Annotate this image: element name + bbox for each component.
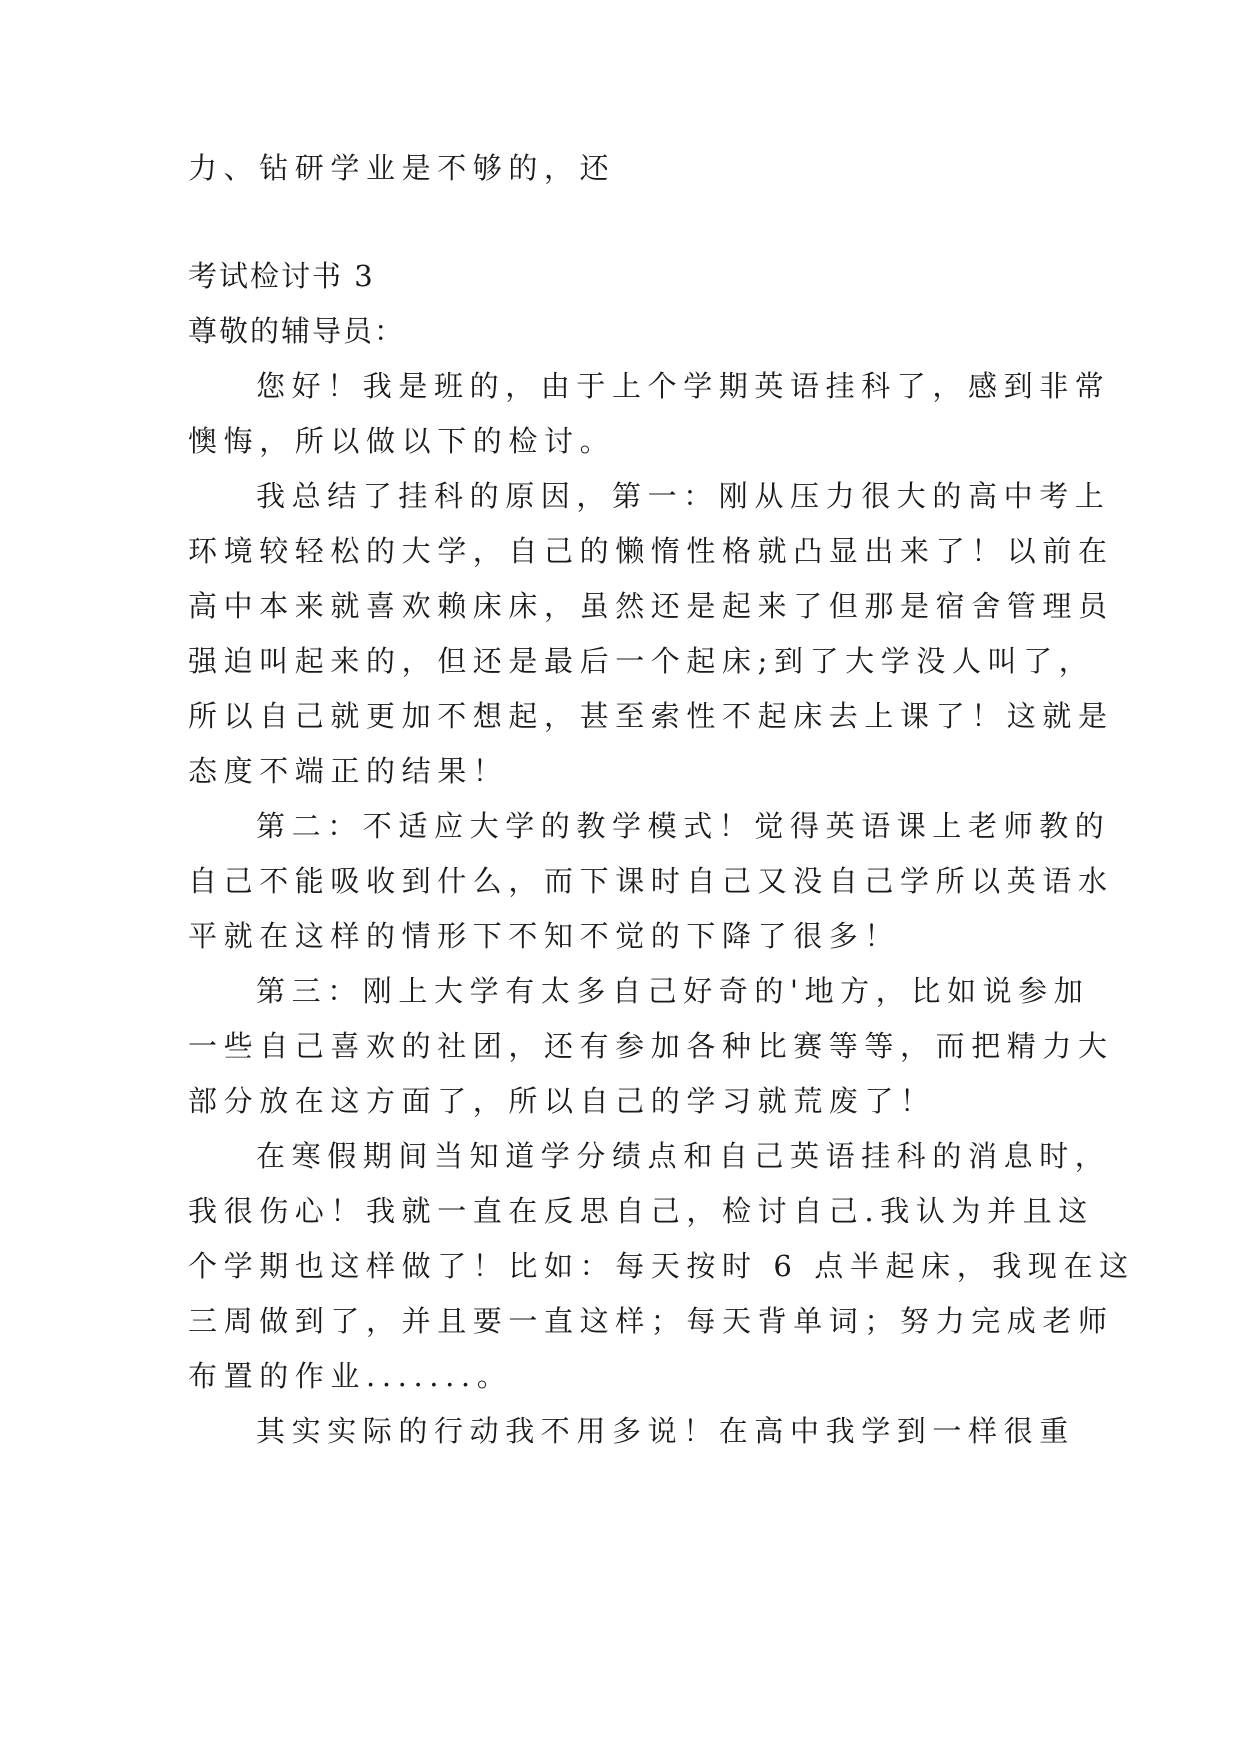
paragraph-line: 态度不端正的结果！ [188, 754, 509, 788]
paragraph-line: 所以自己就更加不想起，甚至索性不起床去上课了！这就是 [188, 699, 1114, 733]
paragraph-line: 第三：刚上大学有太多自己好奇的'地方，比如说参加 [256, 974, 1090, 1008]
paragraph-line: 在寒假期间当知道学分绩点和自己英语挂科的消息时， [256, 1139, 1111, 1173]
paragraph-line: 布置的作业.......。 [188, 1359, 513, 1393]
paragraph-line: 三周做到了，并且要一直这样；每天背单词；努力完成老师 [188, 1304, 1114, 1338]
paragraph-line: 您好！我是班的，由于上个学期英语挂科了，感到非常 [256, 369, 1111, 403]
paragraph-line: 平就在这样的情形下不知不觉的下降了很多！ [188, 919, 901, 953]
top-fragment-text: 力、钻研学业是不够的，还 [188, 151, 616, 185]
paragraph-line: 第二：不适应大学的教学模式！觉得英语课上老师教的 [256, 809, 1111, 843]
paragraph-line: 强迫叫起来的，但还是最后一个起床;到了大学没人叫了， [188, 644, 1095, 678]
paragraph-line: 其实实际的行动我不用多说！在高中我学到一样很重 [256, 1414, 1075, 1448]
paragraph-line: 我总结了挂科的原因，第一：刚从压力很大的高中考上 [256, 479, 1111, 513]
paragraph-line: 个学期也这样做了！比如：每天按时 6 点半起床，我现在这 [188, 1249, 1135, 1283]
paragraph-line: 我很伤心！我就一直在反思自己，检讨自己.我认为并且这 [188, 1194, 1094, 1228]
paragraph-line: 高中本来就喜欢赖床床，虽然还是起来了但那是宿舍管理员 [188, 589, 1114, 623]
salutation: 尊敬的辅导员： [188, 314, 406, 348]
paragraph-line: 懊悔，所以做以下的检讨。 [188, 424, 616, 458]
paragraph-line: 环境较轻松的大学，自己的懒惰性格就凸显出来了！以前在 [188, 534, 1114, 568]
paragraph-line: 一些自己喜欢的社团，还有参加各种比赛等等，而把精力大 [188, 1029, 1114, 1063]
section-title: 考试检讨书 3 [188, 259, 375, 293]
paragraph-line: 部分放在这方面了，所以自己的学习就荒废了！ [188, 1084, 936, 1118]
paragraph-line: 自己不能吸收到什么，而下课时自己又没自己学所以英语水 [188, 864, 1114, 898]
